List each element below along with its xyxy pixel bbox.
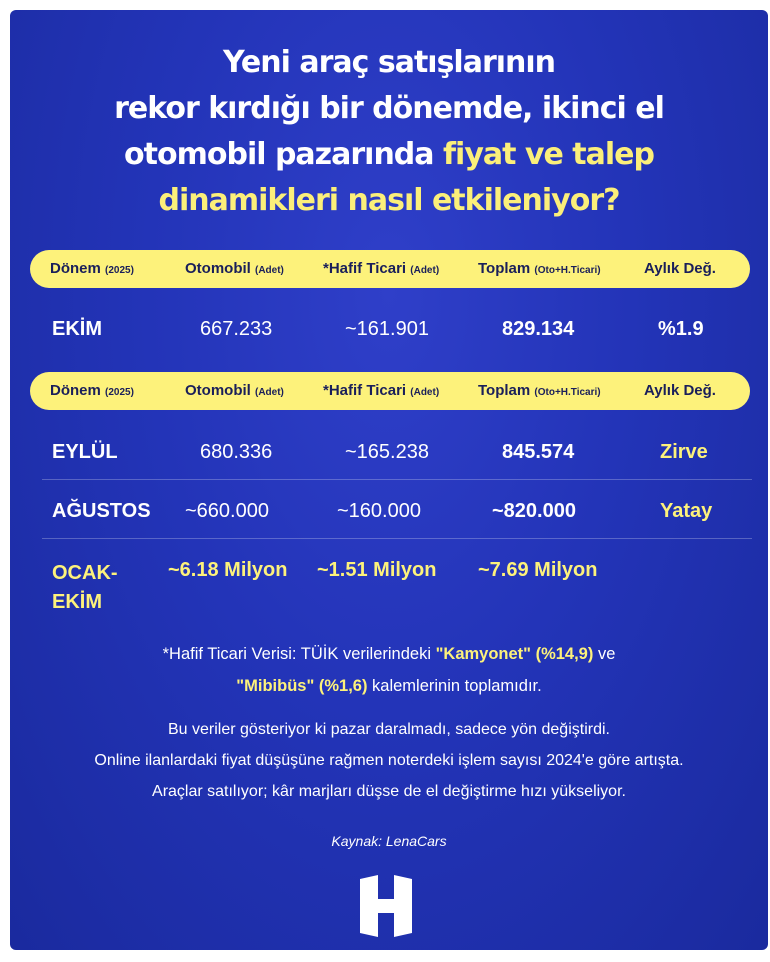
col-toplam: Toplam (Oto+H.Ticari): [478, 260, 601, 277]
footnote-line-2: "Mibibüs" (%1,6) kalemlerinin toplamıdır.: [236, 677, 542, 695]
headline-highlight-b: dinamikleri nasıl etkileniyor?: [158, 183, 620, 218]
summary-line: Araçlar satılıyor; kâr marjları düşse de el değiştirme hızı yükseliyor.: [152, 783, 626, 800]
row-donem: AĞUSTOS: [52, 500, 151, 522]
col-aylik: Aylık Değ.: [644, 260, 716, 277]
col-toplam: Toplam (Oto+H.Ticari): [478, 382, 601, 399]
col-hafif: *Hafif Ticari (Adet): [323, 260, 440, 277]
table-header-2: [30, 372, 750, 410]
headline-line-2: rekor kırdığı bir dönemde, ikinci el: [114, 91, 664, 126]
headline-line-3-a: otomobil pazarında: [124, 137, 443, 172]
row-otomobil: ~6.18 Milyon: [168, 559, 288, 581]
row-toplam: ~7.69 Milyon: [478, 559, 598, 581]
row-hafif: ~1.51 Milyon: [317, 559, 437, 581]
headline-line-1: Yeni araç satışlarının: [222, 45, 556, 80]
row-divider: [42, 538, 752, 539]
row-hafif: ~161.901: [345, 318, 429, 340]
row-hafif: ~160.000: [337, 500, 421, 522]
row-toplam: 845.574: [502, 441, 575, 463]
footnote-line-1: *Hafif Ticari Verisi: TÜİK verilerindeki "Kamyonet" (%14,9) ve: [162, 645, 616, 663]
table-header-1: [30, 250, 750, 288]
summary: [10, 714, 768, 807]
summary-line: Bu veriler gösteriyor ki pazar daralmadı, sadece yön değiştirdi.: [168, 721, 610, 738]
headline-highlight-a: fiyat ve talep: [442, 137, 654, 172]
footnote: [10, 638, 768, 702]
row-otomobil: 667.233: [200, 318, 273, 340]
row-hafif: ~165.238: [345, 441, 429, 463]
col-hafif: *Hafif Ticari (Adet): [323, 382, 440, 399]
col-otomobil: Otomobil (Adet): [185, 260, 284, 277]
row-aylik: Zirve: [660, 441, 708, 463]
col-otomobil: Otomobil (Adet): [185, 382, 284, 399]
headline: [10, 40, 768, 224]
row-aylik: Yatay: [660, 500, 713, 522]
row-toplam: 829.134: [502, 318, 575, 340]
col-donem: Dönem (2025): [50, 382, 134, 399]
row-donem: OCAK- EKİM: [52, 562, 118, 613]
row-aylik: %1.9: [658, 318, 704, 340]
infographic-card: [10, 10, 768, 950]
col-donem: Dönem (2025): [50, 260, 134, 277]
col-aylik: Aylık Değ.: [644, 382, 716, 399]
source-label: Kaynak: LenaCars: [331, 833, 447, 849]
row-otomobil: 680.336: [200, 441, 273, 463]
row-divider: [42, 479, 752, 480]
headline-line-3: [10, 132, 768, 178]
summary-line: Online ilanlardaki fiyat düşüşüne rağmen noterdeki işlem sayısı 2024'e göre artışta.: [94, 752, 684, 769]
row-otomobil: ~660.000: [185, 500, 269, 522]
row-donem: EYLÜL: [52, 441, 118, 463]
row-donem: EKİM: [52, 318, 102, 340]
row-toplam: ~820.000: [492, 500, 576, 522]
h-logo-icon: [356, 871, 416, 941]
